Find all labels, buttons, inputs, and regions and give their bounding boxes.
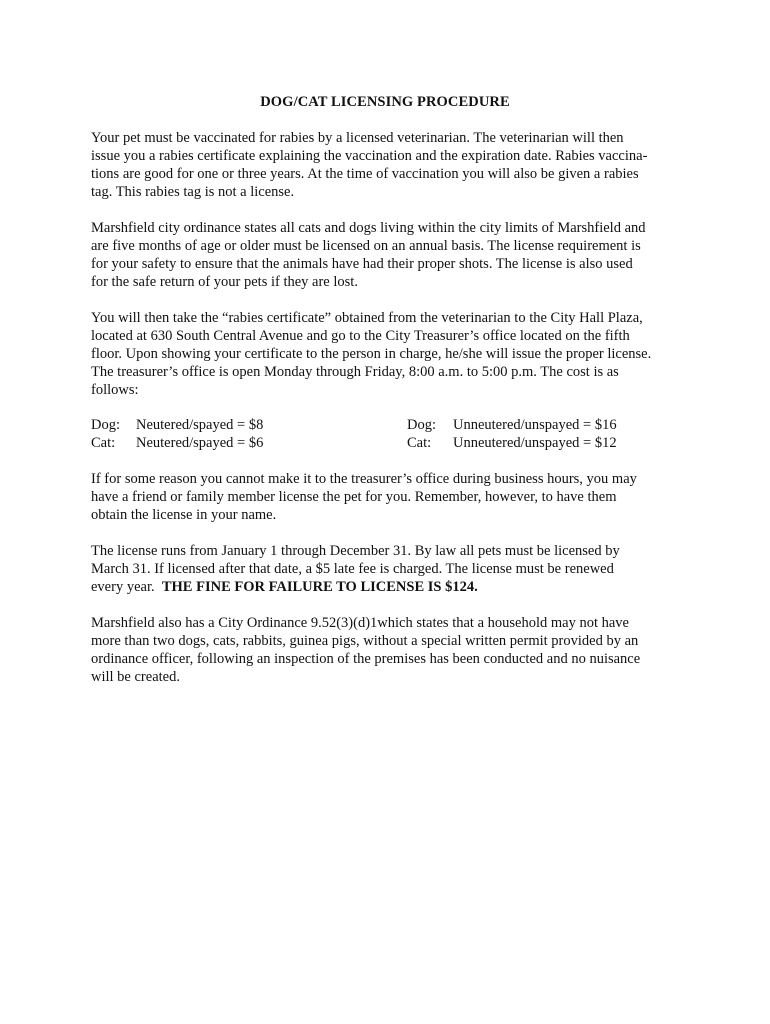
text-line: located at 630 South Central Avenue and go to the City Treasurer’s office located on the fifth: [91, 328, 630, 344]
text-line: Marshfield also has a City Ordinance 9.52(3)(d)1which states that a household may not have: [91, 615, 629, 631]
text-line: more than two dogs, cats, rabbits, guinea pigs, without a special written permit provided by an: [91, 633, 639, 649]
fee-neutered-cat: Neutered/spayed = $6: [136, 435, 264, 451]
text-line: follows:: [91, 382, 139, 398]
fee-animal-label: Dog:: [407, 417, 436, 433]
paragraph-business-hours: [91, 470, 691, 524]
text-line: You will then take the “rabies certificate” obtained from the veterinarian to the City Hall Plaza,: [91, 310, 643, 326]
text-line: issue you a rabies certificate explaining the vaccination and the expiration date. Rabies vaccina-: [91, 148, 648, 164]
paragraph-household-limit: [91, 614, 691, 686]
page-title: DOG/CAT LICENSING PROCEDURE: [260, 94, 510, 110]
fee-animal-label: Cat:: [407, 435, 432, 451]
text-line: Your pet must be vaccinated for rabies by a licensed veterinarian. The veterinarian will then: [91, 130, 624, 146]
text-line: March 31. If licensed after that date, a $5 late fee is charged. The license must be renewed: [91, 561, 614, 577]
text-line: ordinance officer, following an inspection of the premises has been conducted and no nuisance: [91, 651, 641, 667]
text-line: are five months of age or older must be licensed on an annual basis. The license requirement is: [91, 238, 641, 254]
text-line: have a friend or family member license the pet for you. Remember, however, to have them: [91, 489, 617, 505]
paragraph-city-hall: [91, 309, 691, 399]
text-line: tag. This rabies tag is not a license.: [91, 184, 295, 200]
text-line: for the safe return of your pets if they are lost.: [91, 274, 358, 290]
paragraph-ordinance: [91, 219, 691, 291]
paragraph-license-term: [91, 542, 691, 596]
text-line: will be created.: [91, 669, 180, 685]
text-line: floor. Upon showing your certificate to the person in charge, he/she will issue the proper license.: [91, 346, 652, 362]
text-line: If for some reason you cannot make it to the treasurer’s office during business hours, you may: [91, 471, 637, 487]
fine-notice: THE FINE FOR FAILURE TO LICENSE IS $124.: [161, 579, 478, 595]
paragraph-vaccination: [91, 129, 691, 201]
fee-unneutered-cat: Unneutered/unspayed = $12: [453, 435, 617, 451]
fee-animal-label: Dog:: [91, 417, 120, 433]
text-line: The treasurer’s office is open Monday through Friday, 8:00 a.m. to 5:00 p.m. The cost is as: [91, 364, 619, 380]
text-line: The license runs from January 1 through December 31. By law all pets must be licensed by: [91, 543, 620, 559]
fee-neutered-dog: Neutered/spayed = $8: [136, 417, 264, 433]
text-line: Marshfield city ordinance states all cats and dogs living within the city limits of Marshfield and: [91, 220, 646, 236]
text-line: obtain the license in your name.: [91, 507, 277, 523]
text-line-with-fine: [91, 578, 691, 596]
text-line: tions are good for one or three years. At the time of vaccination you will also be given a rabies: [91, 166, 639, 182]
text-line: for your safety to ensure that the animals have had their proper shots. The license is also used: [91, 256, 633, 272]
text-fragment: every year.: [91, 579, 162, 595]
fee-unneutered-dog: Unneutered/unspayed = $16: [453, 417, 617, 433]
fee-animal-label: Cat:: [91, 435, 116, 451]
